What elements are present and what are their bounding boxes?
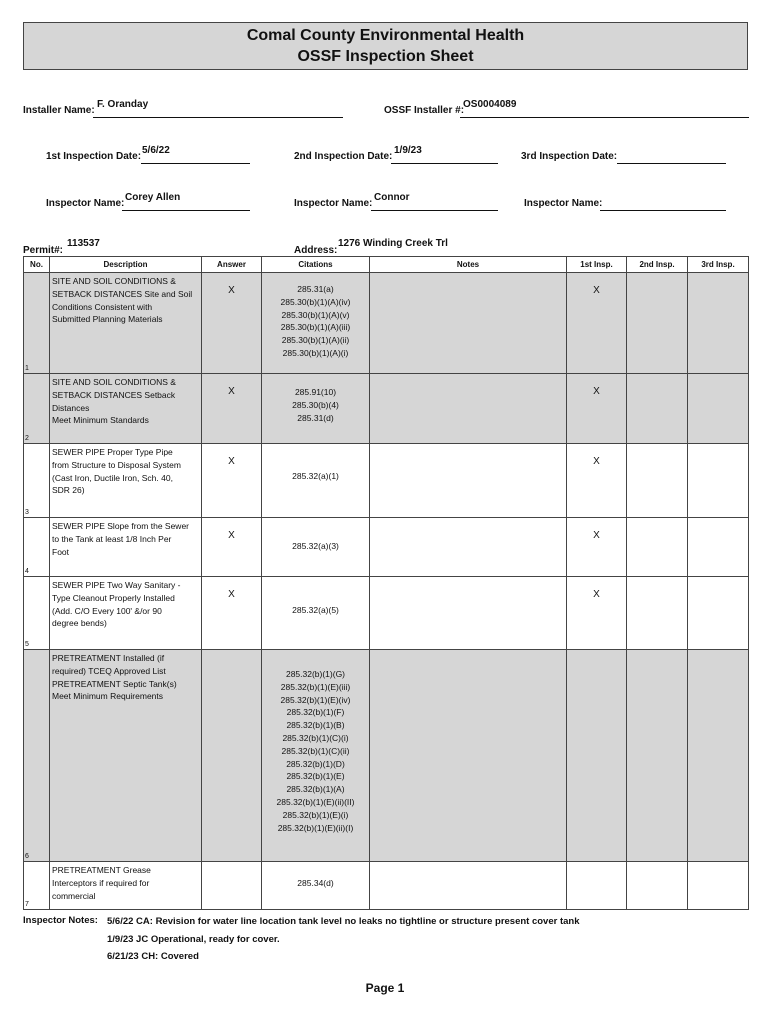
header-no: No. xyxy=(24,257,50,273)
row-third-insp xyxy=(688,862,749,910)
table-row xyxy=(24,273,749,374)
row-description: SEWER PIPE Two Way Sanitary - Type Cleanout Properly Installed (Add. C/O Every 100' &/or 90 degree bends) xyxy=(50,577,202,650)
row-description: SEWER PIPE Slope from the Sewer to the Tank at least 1/8 Inch Per Foot xyxy=(50,518,202,577)
row-answer: X xyxy=(202,374,262,444)
table-row xyxy=(24,374,749,444)
third-inspection-date-line xyxy=(617,148,726,164)
row-number: 7 xyxy=(24,862,50,910)
inspector-3-line xyxy=(600,195,726,211)
row-second-insp xyxy=(627,273,688,374)
row-number: 5 xyxy=(24,577,50,650)
inspector-1-value: Corey Allen xyxy=(125,192,181,203)
row-citations: 285.31(a) 285.30(b)(1)(A)(iv) 285.30(b)(1)(A)(v) 285.30(b)(1)(A)(iii) 285.30(b)(1)(A)(ii) 285.30(b)(1)(A)(i) xyxy=(262,273,370,374)
third-inspection-date-field xyxy=(521,142,727,164)
installer-number-field xyxy=(384,96,750,118)
row-notes xyxy=(370,273,567,374)
document-title xyxy=(23,22,748,70)
row-first-insp: X xyxy=(567,577,627,650)
inspector-note-line: 5/6/22 CA: Revision for water line location tank level no leaks no tightline or structure present cover tank xyxy=(107,916,580,927)
row-citations: 285.34(d) xyxy=(262,862,370,910)
table-row xyxy=(24,577,749,650)
row-second-insp xyxy=(627,650,688,862)
table-row xyxy=(24,650,749,862)
permit-label: Permit#: xyxy=(23,245,64,256)
row-third-insp xyxy=(688,650,749,862)
second-inspection-date-label: 2nd Inspection Date: xyxy=(294,151,393,162)
installer-number-value: OS0004089 xyxy=(463,99,517,110)
inspector-2-label: Inspector Name: xyxy=(294,198,373,209)
header-citations: Citations xyxy=(262,257,370,273)
row-number: 3 xyxy=(24,444,50,518)
row-answer: X xyxy=(202,444,262,518)
table-header-row xyxy=(24,257,749,273)
row-third-insp xyxy=(688,518,749,577)
address-value: 1276 Winding Creek Trl xyxy=(338,238,448,249)
inspector-2-field xyxy=(294,189,500,211)
row-citations: 285.32(a)(3) xyxy=(262,518,370,577)
inspector-notes-label: Inspector Notes: xyxy=(23,915,98,926)
address-field xyxy=(294,234,594,256)
row-first-insp xyxy=(567,862,627,910)
row-description: PRETREATMENT Installed (if required) TCEQ Approved List PRETREATMENT Septic Tank(s) Meet Minimum Requirements xyxy=(50,650,202,862)
row-answer: X xyxy=(202,577,262,650)
inspector-3-field xyxy=(524,189,730,211)
permit-field xyxy=(23,234,223,256)
row-citations: 285.32(a)(5) xyxy=(262,577,370,650)
row-description: SITE AND SOIL CONDITIONS & SETBACK DISTANCES Setback Distances Meet Minimum Standards xyxy=(50,374,202,444)
row-notes xyxy=(370,374,567,444)
row-number: 1 xyxy=(24,273,50,374)
row-second-insp xyxy=(627,444,688,518)
inspector-1-field xyxy=(46,189,252,211)
row-third-insp xyxy=(688,273,749,374)
row-number: 4 xyxy=(24,518,50,577)
header-description: Description xyxy=(50,257,202,273)
installer-name-value: F. Oranday xyxy=(97,99,149,110)
row-notes xyxy=(370,518,567,577)
row-citations: 285.32(a)(1) xyxy=(262,444,370,518)
first-inspection-date-label: 1st Inspection Date: xyxy=(46,151,142,162)
installer-name-field xyxy=(23,96,343,118)
row-description: PRETREATMENT Grease Interceptors if required for commercial xyxy=(50,862,202,910)
row-answer xyxy=(202,862,262,910)
row-second-insp xyxy=(627,518,688,577)
row-answer: X xyxy=(202,518,262,577)
row-number: 2 xyxy=(24,374,50,444)
row-description: SITE AND SOIL CONDITIONS & SETBACK DISTANCES Site and Soil Conditions Consistent with Submitted Planning Materials xyxy=(50,273,202,374)
header-second-insp: 2nd Insp. xyxy=(627,257,688,273)
row-description: SEWER PIPE Proper Type Pipe from Structure to Disposal System (Cast Iron, Ductile Iron, Sch. 40, SDR 26) xyxy=(50,444,202,518)
row-notes xyxy=(370,444,567,518)
address-label: Address: xyxy=(294,245,338,256)
title-line-2: OSSF Inspection Sheet xyxy=(297,48,474,65)
row-notes xyxy=(370,577,567,650)
second-inspection-date-value: 1/9/23 xyxy=(394,145,422,156)
row-third-insp xyxy=(688,577,749,650)
row-citations: 285.91(10) 285.30(b)(4) 285.31(d) xyxy=(262,374,370,444)
first-inspection-date-field xyxy=(46,142,252,164)
second-inspection-date-field xyxy=(294,142,500,164)
row-answer xyxy=(202,650,262,862)
inspector-1-label: Inspector Name: xyxy=(46,198,125,209)
title-line-1: Comal County Environmental Health xyxy=(246,27,525,44)
row-first-insp: X xyxy=(567,273,627,374)
header-third-insp: 3rd Insp. xyxy=(688,257,749,273)
table-row xyxy=(24,862,749,910)
inspector-3-label: Inspector Name: xyxy=(524,198,603,209)
inspection-table xyxy=(23,256,749,910)
inspector-2-value: Connor xyxy=(374,192,410,203)
row-second-insp xyxy=(627,577,688,650)
row-first-insp: X xyxy=(567,444,627,518)
first-inspection-date-value: 5/6/22 xyxy=(142,145,170,156)
inspector-note-line: 6/21/23 CH: Covered xyxy=(107,951,199,962)
row-third-insp xyxy=(688,374,749,444)
row-second-insp xyxy=(627,862,688,910)
third-inspection-date-label: 3rd Inspection Date: xyxy=(521,151,618,162)
row-first-insp xyxy=(567,650,627,862)
inspector-notes-lines xyxy=(107,916,727,969)
row-first-insp: X xyxy=(567,374,627,444)
row-notes xyxy=(370,650,567,862)
table-row xyxy=(24,518,749,577)
inspector-note-line: 1/9/23 JC Operational, ready for cover. xyxy=(107,933,280,945)
installer-number-label: OSSF Installer #: xyxy=(384,105,465,116)
permit-value: 113537 xyxy=(67,238,100,249)
row-notes xyxy=(370,862,567,910)
row-first-insp: X xyxy=(567,518,627,577)
table-row xyxy=(24,444,749,518)
row-citations: 285.32(b)(1)(G) 285.32(b)(1)(E)(iii) 285.32(b)(1)(E)(iv) 285.32(b)(1)(F) 285.32(b)(1)(B) 285.32(b)(1)(C)(i) 285.32(b)(1)(C)(ii) 285.32(b)(1)(D) 285.32(b)(1)(E) 285.32(b)(1)(A) 285.32(b)(1)(E)(ii)(II) 285.32(b)(1)(E)(i) 285.32(b)(1)(E)(ii)(I) xyxy=(262,650,370,862)
row-answer: X xyxy=(202,273,262,374)
installer-name-label: Installer Name: xyxy=(23,105,95,116)
row-second-insp xyxy=(627,374,688,444)
header-first-insp: 1st Insp. xyxy=(567,257,627,273)
page-number: Page 1 xyxy=(365,981,405,995)
row-number: 6 xyxy=(24,650,50,862)
header-answer: Answer xyxy=(202,257,262,273)
row-third-insp xyxy=(688,444,749,518)
header-notes: Notes xyxy=(370,257,567,273)
